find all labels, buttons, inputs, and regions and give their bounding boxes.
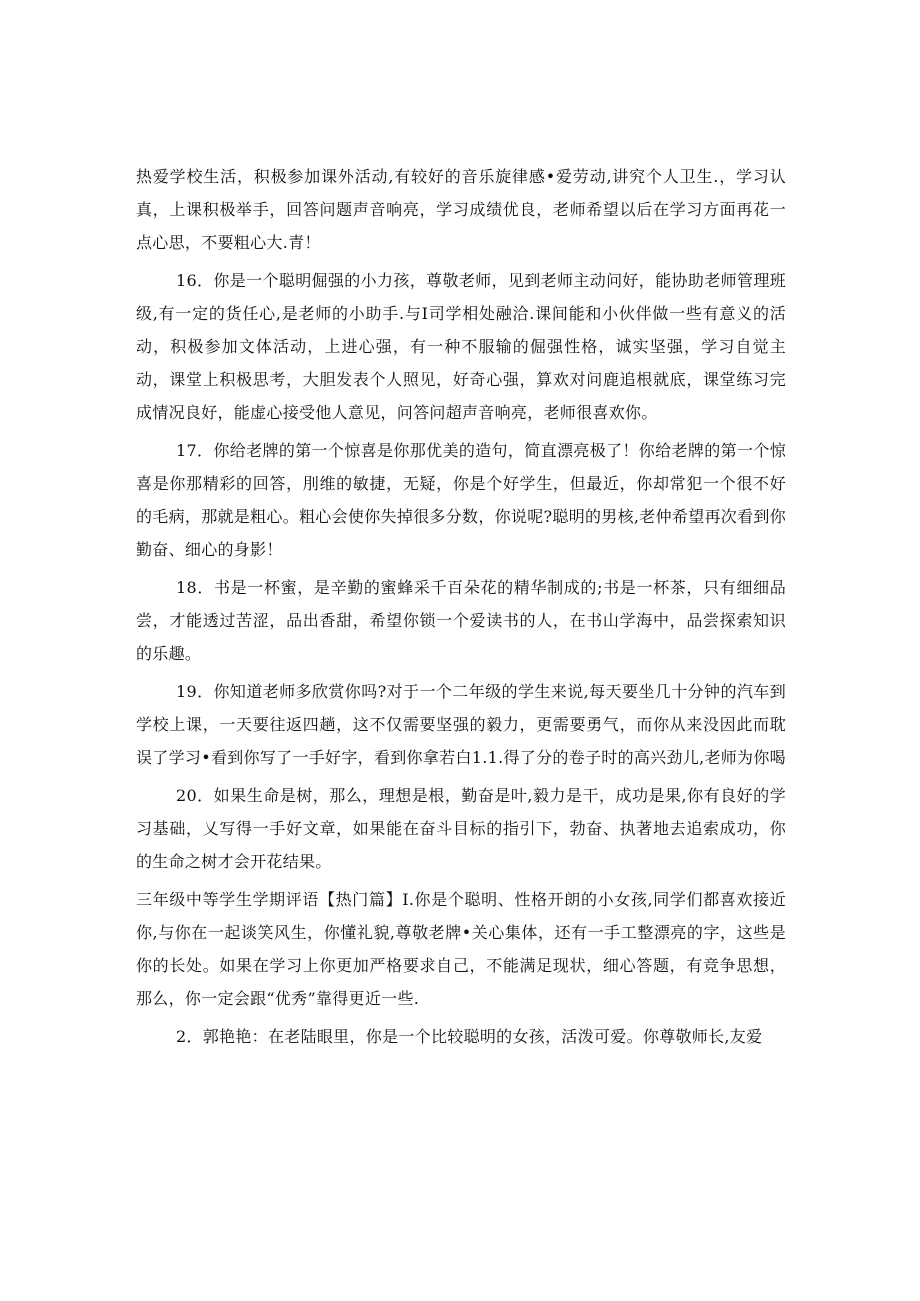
paragraph-intro: 热爱学校生活，积极参加课外活动,有较好的音乐旋律感•爱劳动,讲究个人卫生.，学习认真，上课积极举手，回答问题声音响亮，学习成绩优良，老师希望以后在学习方面再花一点心思，不要粗心大.青！	[136, 167, 786, 252]
paragraph-17: 17．你给老牌的第一个惊喜是你那优美的造句，简直漂亮极了！你给老牌的第一个惊喜是你那精彩的回答，刖维的敏捷，无疑，你是个好学生，但最近，你却常犯一个很不好的毛病，那就是粗心。粗心会使你失掉很多分数，你说呢?聪明的男核,老仲希望再次看到你勤奋、细心的身影！	[136, 441, 786, 559]
document-body	[136, 160, 786, 1058]
paragraph-2: 2．郭艳艳：在老陆眼里，你是一个比较聪明的女孩，活泼可爱。你尊敬师长,友爱	[176, 1027, 763, 1046]
paragraph-section-heading: 三年级中等学生学期评语【热门篇】I.你是个聪明、性格开朗的小女孩,同学们都喜欢接近你,与你在一起谈笑风生，你懂礼貌,尊敬老牌•关心集体，还有一手工整漂亮的字，这些是你的长处。如果在学习上你更加严格要求自己，不能满足现状，细心答题，有竞争思想，那么，你一定会跟“优秀”靠得更近一些.	[136, 890, 786, 1008]
paragraph-18: 18．书是一杯蜜，是辛勤的蜜蜂采千百朵花的精华制成的;书是一杯茶，只有细细品尝，才能透过苦涩，品出香甜，希望你锁一个爱读书的人，在书山学海中，品尝探索知识的乐趣。	[136, 578, 786, 663]
paragraph-16: 16．你是一个聪明倔强的小力孩，尊敬老师，见到老师主动问好，能协助老师管理班级,有一定的货任心,是老师的小助手.与I司学相处融洽.课间能和小伙伴做一些有意义的活动，积极参加文体活动，上进心强，有一种不服输的倔强性格，诚实坚强，学习自觉主动，课堂上积极思考，大胆发表个人照见，好奇心强，算欢对问鹿追根就底，课堂练习完成情况良好，能虚心接受他人意见，问答问超声音响亮，老师很喜欢你。	[136, 271, 786, 422]
paragraph-19: 19．你知道老师多欣赏你吗?对于一个二年级的学生来说,每天要坐几十分钟的汽车到学校上课，一天要往返四趟，这不仅需要坚强的毅力，更需要勇气，而你从来没因此而耽误了学习•看到你写了一手好字，看到你拿若白1.1.得了分的卷子时的高兴劲儿,老师为你喝	[136, 682, 786, 767]
paragraph-20: 20．如果生命是树，那么，理想是根，勤奋是叶,毅力是干，成功是果,你有良好的学习基础，乂写得一手好文章，如果能在奋斗目标的指引下，勃奋、执著地去追索成功，你的生命之树才会开花结果。	[136, 786, 786, 871]
